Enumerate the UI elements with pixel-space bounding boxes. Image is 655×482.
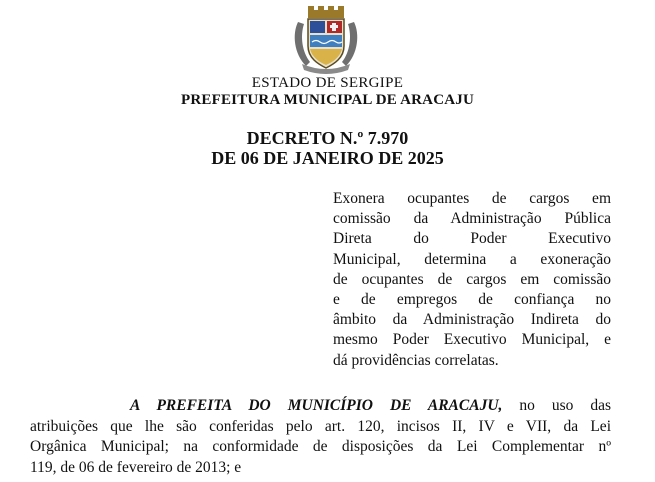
ementa-line: Exonera ocupantes de cargos em	[333, 190, 611, 207]
ementa-line: dá providências correlatas.	[333, 351, 499, 369]
ementa-line: Municipal, determina a exoneração	[333, 250, 611, 268]
ementa	[333, 189, 611, 371]
preamble-first-line	[30, 396, 611, 417]
decree-preamble	[30, 396, 611, 478]
ementa-line: Direta do Poder Executivo	[333, 230, 611, 248]
preamble-line: atribuições que lhe são conferidas pelo art. 120, incisos II, IV e VII, da Lei	[30, 417, 611, 435]
prefeitura-name: PREFEITURA MUNICIPAL DE ARACAJU	[180, 92, 475, 108]
state-name: ESTADO DE SERGIPE	[251, 75, 404, 91]
decree-date: DE 06 DE JANEIRO DE 2025	[211, 148, 444, 168]
mayor-title: A PREFEITA DO MUNICÍPIO DE ARACAJU,	[130, 397, 503, 414]
aracaju-coat-of-arms-icon	[288, 4, 364, 74]
preamble-line: Orgânica Municipal; na conformidade de disposições da Lei Complementar nº	[30, 438, 611, 455]
ementa-line: de ocupantes de cargos em comissão	[333, 270, 611, 288]
ementa-line: mesmo Poder Executivo Municipal, e	[333, 331, 611, 349]
preamble-lead-text: no uso das	[502, 397, 611, 414]
ementa-line: comissão da Administração Pública	[333, 210, 611, 228]
ementa-line: âmbito da Administração Indireta do	[333, 311, 611, 329]
decree-number: DECRETO N.º 7.970	[246, 128, 409, 148]
preamble-line: 119, de 06 de fevereiro de 2013; e	[30, 458, 242, 476]
ementa-line: e de empregos de confiança no	[333, 290, 611, 308]
